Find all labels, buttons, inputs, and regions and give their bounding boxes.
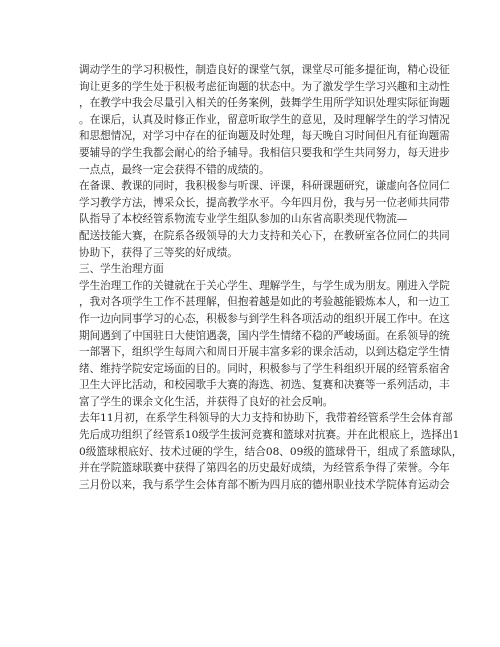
- text-line: 调动学生的学习积极性，制造良好的课堂气氛，课堂尽可能多提征询，精心设征: [79, 64, 450, 76]
- text-line: 队指导了本校经管系物流专业学生组队参加的山东省高职类现代物流—: [79, 213, 408, 226]
- text-line: 配送技能大赛，在院系各级领导的大力支持和关心下，在教研室各位同仁的共同: [79, 229, 450, 242]
- text-line: 。在课后，认真及时修正作业，留意听取学生的意见，及时理解学生的学习情况: [79, 113, 450, 126]
- text-line: 作一边向同事学习的心态，积极参与到学生科各项活动的组织开展工作中。在这: [79, 312, 450, 325]
- text-line: ，在教学中我会尽量引入相关的任务案例，鼓舞学生用所学知识处理实际征询题: [79, 97, 450, 110]
- document-body: [79, 62, 463, 493]
- text-line: 去年11月初，在系学生科领导的大力支持和协助下，我带着经管系学生会体育部: [79, 412, 453, 425]
- text-line: 一点点，最终一定会获得不错的成绩的。: [79, 163, 270, 176]
- text-line: 期间遇到了中国驻日大使馆遇袭，国内学生情绪不稳的严峻场面。在系领导的统: [79, 329, 450, 342]
- text-line: 0级篮球根底好、技术过硬的学生，结合08、09级的篮球骨干，组成了系篮球队，: [79, 445, 463, 458]
- text-line: 要辅导的学生我都会耐心的给予辅导。我相信只要我和学生共同努力，每天进步: [79, 146, 450, 159]
- text-line: 学习教学方法，博采众长，提高教学水平。今年四月份，我与另一位老师共同带: [79, 196, 450, 209]
- text-line: 询让更多的学生处于积极考虑征询题的状态中。为了激发学生学习兴趣和主动性: [79, 80, 450, 93]
- text-line: 绪、维持学院安定场面的目的。同时，积极参与了学生科组织开展的经管系宿舍: [79, 362, 450, 375]
- text-line: 卫生大评比活动，和校园歌手大赛的海选、初选、复赛和决赛等一系列活动，丰: [79, 379, 450, 392]
- text-line: 富了学生的课余文化生活，并获得了良好的社会反响。: [79, 395, 334, 408]
- text-line: 三月份以来，我与系学生会体育部不断为四月底的德州职业技术学院体育运动会: [79, 478, 450, 491]
- text-line: ，我对各项学生工作不甚理解，但抱着越是如此的考验越能锻炼本人，和一边工: [79, 296, 450, 309]
- text-line: 并在学院篮球联赛中获得了第四名的历史最好成绩，为经管系争得了荣誉。今年: [79, 462, 450, 475]
- text-line: 学生治理工作的关键就在于关心学生、理解学生，与学生成为朋友。刚进入学院: [79, 279, 450, 292]
- text-line: 一部署下，组织学生每周六和周日开展丰富多彩的课余活动，以到达稳定学生情: [79, 346, 450, 359]
- text-line: 和思想情况，对学习中存在的征询题及时处理，每天晚自习时间但凡有征询题需: [79, 130, 450, 143]
- text-line: 先后成功组织了经管系10级学生拔河竞赛和篮球对抗赛。并在此根底上，选择出1: [79, 429, 460, 442]
- text-line: 协助下，获得了三等奖的好成绩。: [79, 246, 238, 259]
- text-line: 在备课、教课的同时，我积极参与听课、评课，科研课题研究，谦虚向各位同仁: [79, 180, 450, 193]
- section-heading: 三、学生治理方面: [79, 263, 164, 276]
